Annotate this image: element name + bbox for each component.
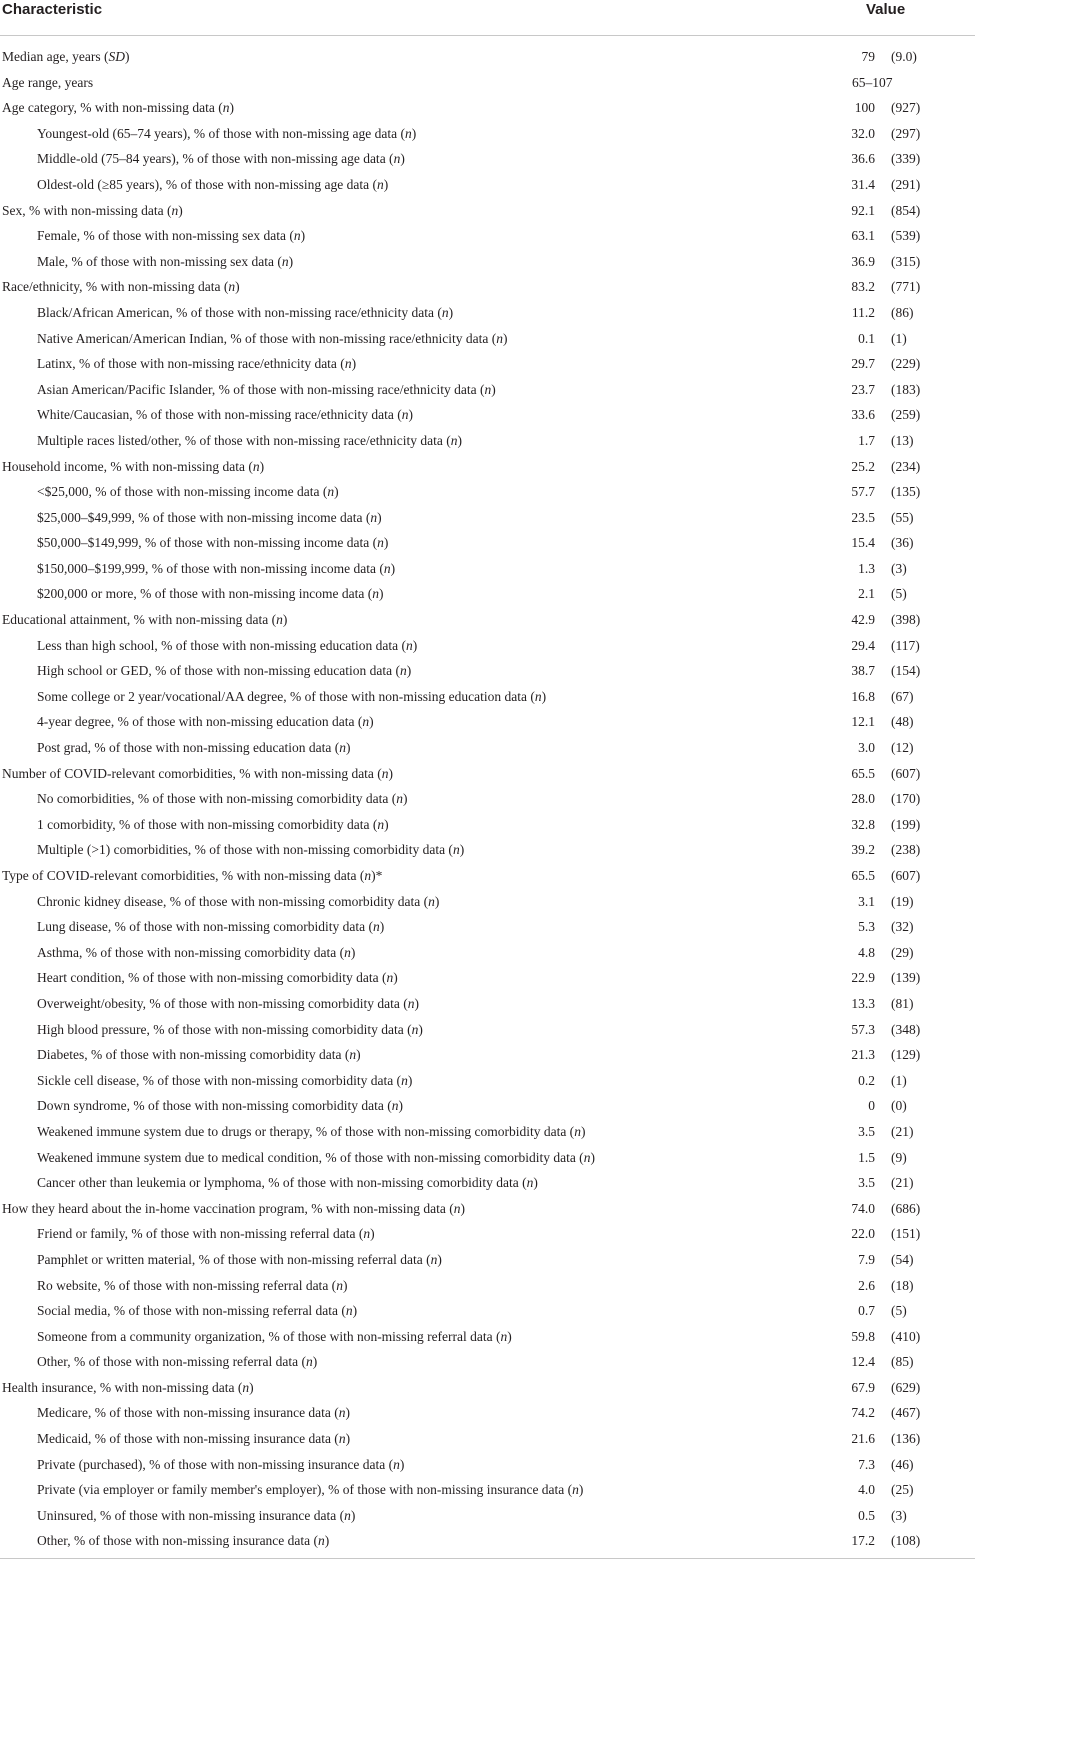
table-row	[0, 837, 975, 863]
row-count: (18)	[891, 1277, 914, 1293]
row-percent: 29.7	[851, 356, 875, 372]
row-label: Medicaid, % of those with non-missing insurance data (n)	[37, 1431, 351, 1447]
table-row	[0, 121, 975, 147]
column-header-characteristic: Characteristic	[2, 1, 103, 18]
row-count: (136)	[891, 1431, 921, 1447]
row-count: (19)	[891, 893, 914, 909]
row-count: (315)	[891, 253, 921, 269]
row-count: (81)	[891, 995, 914, 1011]
row-label: Social media, % of those with non-missing referral data (n)	[37, 1303, 358, 1319]
row-label: Uninsured, % of those with non-missing insurance data (n)	[37, 1507, 356, 1523]
row-count: (46)	[891, 1456, 914, 1472]
row-percent: 0.5	[858, 1507, 875, 1523]
row-percent: 74.0	[851, 1200, 875, 1216]
table-row	[0, 556, 975, 582]
row-percent: 33.6	[851, 407, 875, 423]
row-percent: 3.5	[858, 1123, 875, 1139]
table-row	[0, 505, 975, 531]
table-row	[0, 1273, 975, 1299]
row-label: Native American/American Indian, % of those with non-missing race/ethnicity data (n)	[37, 330, 508, 346]
row-count: (32)	[891, 919, 914, 935]
table-row	[0, 709, 975, 735]
table-row	[0, 530, 975, 556]
row-label: Type of COVID-relevant comorbidities, % with non-missing data (n)*	[2, 868, 383, 883]
row-percent: 38.7	[851, 663, 875, 679]
row-count: (398)	[891, 612, 921, 628]
row-label: Other, % of those with non-missing insurance data (n)	[37, 1533, 330, 1549]
table-row	[0, 1221, 975, 1247]
row-percent: 0.1	[858, 330, 875, 346]
row-label: Health insurance, % with non-missing data (n)	[2, 1379, 254, 1395]
table-row	[0, 1375, 975, 1401]
row-count: (129)	[891, 1047, 921, 1063]
table-row	[0, 479, 975, 505]
row-percent: 79	[861, 49, 875, 64]
row-count: (67)	[891, 688, 914, 704]
row-label: <$25,000, % of those with non-missing income data (n)	[37, 484, 339, 500]
row-label: Someone from a community organization, % of those with non-missing referral data (n)	[37, 1328, 512, 1344]
table-row	[0, 658, 975, 684]
row-count: (854)	[891, 202, 921, 218]
table-row	[0, 863, 975, 889]
row-percent: 12.4	[851, 1354, 875, 1370]
row-label: No comorbidities, % of those with non-missing comorbidity data (n)	[37, 791, 408, 807]
row-label: Median age, years (SD)	[2, 49, 130, 64]
row-count: (410)	[891, 1328, 921, 1344]
row-count: (5)	[891, 586, 907, 602]
row-count: (1)	[891, 330, 907, 346]
row-percent: 36.6	[851, 151, 875, 167]
row-range: 65–107	[852, 74, 893, 90]
row-percent: 12.1	[851, 714, 875, 730]
table-row	[0, 1503, 975, 1529]
row-count: (229)	[891, 356, 921, 372]
row-label: High school or GED, % of those with non-missing education data (n)	[37, 663, 412, 679]
row-count: (9.0)	[891, 49, 917, 64]
row-count: (9)	[891, 1149, 907, 1165]
row-label: Friend or family, % of those with non-missing referral data (n)	[37, 1226, 375, 1242]
row-count: (291)	[891, 176, 921, 192]
row-percent: 4.8	[858, 944, 875, 960]
row-percent: 5.3	[858, 919, 875, 935]
table-row	[0, 761, 975, 787]
row-label: Asian American/Pacific Islander, % of those with non-missing race/ethnicity data (n)	[37, 381, 496, 397]
row-percent: 25.2	[851, 458, 875, 474]
row-percent: 57.7	[851, 484, 875, 500]
row-label: Medicare, % of those with non-missing insurance data (n)	[37, 1405, 351, 1421]
row-percent: 7.9	[858, 1251, 875, 1267]
row-count: (54)	[891, 1251, 914, 1267]
table-row	[0, 1068, 975, 1094]
table-row	[0, 1119, 975, 1145]
table-row	[0, 735, 975, 761]
row-label: Youngest-old (65–74 years), % of those with non-missing age data (n)	[37, 125, 417, 141]
table-row	[0, 1145, 975, 1171]
table-row	[0, 1528, 975, 1554]
row-count: (259)	[891, 407, 921, 423]
table-row	[0, 581, 975, 607]
row-count: (607)	[891, 765, 921, 781]
table-row	[0, 1247, 975, 1273]
row-percent: 17.2	[851, 1533, 875, 1549]
row-count: (25)	[891, 1482, 914, 1498]
table-row	[0, 326, 975, 352]
row-label: 1 comorbidity, % of those with non-missing comorbidity data (n)	[37, 816, 389, 832]
row-label: Number of COVID-relevant comorbidities, % with non-missing data (n)	[2, 765, 394, 781]
row-label: Some college or 2 year/vocational/AA degree, % of those with non-missing education data (n)	[37, 688, 547, 704]
row-count: (348)	[891, 1021, 921, 1037]
table-row	[0, 377, 975, 403]
table-row	[0, 44, 975, 70]
row-label: $25,000–$49,999, % of those with non-missing income data (n)	[37, 509, 382, 525]
table-row	[0, 1426, 975, 1452]
row-percent: 3.0	[858, 740, 875, 756]
row-label: Chronic kidney disease, % of those with non-missing comorbidity data (n)	[37, 893, 440, 909]
row-percent: 65.5	[851, 765, 875, 781]
table-row	[0, 146, 975, 172]
row-percent: 65.5	[851, 868, 875, 883]
row-label: Educational attainment, % with non-missing data (n)	[2, 612, 288, 628]
row-count: (117)	[891, 637, 920, 653]
table-row	[0, 1477, 975, 1503]
row-count: (170)	[891, 791, 921, 807]
row-count: (48)	[891, 714, 914, 730]
row-count: (3)	[891, 560, 907, 576]
row-label: Pamphlet or written material, % of those with non-missing referral data (n)	[37, 1251, 442, 1267]
row-percent: 11.2	[851, 304, 875, 320]
row-percent: 32.8	[851, 816, 875, 832]
row-label: Multiple (>1) comorbidities, % of those with non-missing comorbidity data (n)	[37, 842, 465, 858]
row-label: Household income, % with non-missing data (n)	[2, 458, 265, 474]
row-label: How they heard about the in-home vaccination program, % with non-missing data (n)	[2, 1200, 466, 1216]
row-count: (1)	[891, 1072, 907, 1088]
row-count: (135)	[891, 484, 921, 500]
row-count: (5)	[891, 1303, 907, 1319]
row-percent: 4.0	[858, 1482, 875, 1498]
row-percent: 36.9	[851, 253, 875, 269]
row-percent: 74.2	[851, 1405, 875, 1421]
row-label: Female, % of those with non-missing sex data (n)	[37, 228, 306, 244]
row-count: (12)	[891, 740, 914, 756]
row-percent: 39.2	[851, 842, 875, 858]
row-label: Post grad, % of those with non-missing education data (n)	[37, 740, 351, 756]
row-percent: 22.0	[851, 1226, 875, 1242]
row-label: Sex, % with non-missing data (n)	[2, 202, 183, 218]
table-row	[0, 940, 975, 966]
table-row	[0, 1017, 975, 1043]
row-percent: 3.1	[858, 893, 875, 909]
table-row	[0, 402, 975, 428]
row-percent: 32.0	[851, 125, 875, 141]
table-row	[0, 1093, 975, 1119]
row-label: 4-year degree, % of those with non-missing education data (n)	[37, 714, 374, 730]
row-percent: 7.3	[858, 1456, 875, 1472]
row-count: (629)	[891, 1379, 921, 1395]
table-row	[0, 198, 975, 224]
row-label: Ro website, % of those with non-missing referral data (n)	[37, 1277, 348, 1293]
row-count: (238)	[891, 842, 921, 858]
row-percent: 59.8	[851, 1328, 875, 1344]
row-percent: 21.6	[851, 1431, 875, 1447]
row-percent: 63.1	[851, 228, 875, 244]
row-label: Age range, years	[2, 74, 94, 90]
table-row	[0, 1042, 975, 1068]
row-percent: 31.4	[851, 176, 875, 192]
row-count: (607)	[891, 868, 921, 883]
row-label: Age category, % with non-missing data (n)	[2, 100, 234, 116]
row-count: (29)	[891, 944, 914, 960]
row-label: Down syndrome, % of those with non-missing comorbidity data (n)	[37, 1098, 403, 1114]
row-label: Male, % of those with non-missing sex data (n)	[37, 253, 294, 269]
row-label: $50,000–$149,999, % of those with non-missing income data (n)	[37, 535, 389, 551]
table-row	[0, 95, 975, 121]
table-row	[0, 172, 975, 198]
row-percent: 0.7	[858, 1303, 875, 1319]
row-percent: 15.4	[851, 535, 875, 551]
row-count: (234)	[891, 458, 921, 474]
row-percent: 42.9	[851, 612, 875, 628]
table-bottom-rule	[0, 1558, 975, 1559]
table-header	[0, 0, 975, 36]
table-row	[0, 1324, 975, 1350]
row-count: (13)	[891, 432, 914, 448]
table-row	[0, 786, 975, 812]
row-percent: 28.0	[851, 791, 875, 807]
row-percent: 22.9	[851, 970, 875, 986]
row-percent: 100	[854, 100, 875, 116]
row-label: Other, % of those with non-missing referral data (n)	[37, 1354, 318, 1370]
row-count: (151)	[891, 1226, 921, 1242]
row-percent: 67.9	[851, 1379, 875, 1395]
row-percent: 2.1	[858, 586, 875, 602]
table-row	[0, 633, 975, 659]
table-row	[0, 454, 975, 480]
row-label: Middle-old (75–84 years), % of those with non-missing age data (n)	[37, 151, 405, 167]
row-percent: 3.5	[858, 1175, 875, 1191]
row-count: (3)	[891, 1507, 907, 1523]
table-row	[0, 1196, 975, 1222]
row-count: (108)	[891, 1533, 921, 1549]
table-row	[0, 1452, 975, 1478]
table-row	[0, 889, 975, 915]
row-percent: 21.3	[851, 1047, 875, 1063]
table-row	[0, 274, 975, 300]
row-percent: 1.7	[858, 432, 875, 448]
row-label: Private (purchased), % of those with non-missing insurance data (n)	[37, 1456, 405, 1472]
row-percent: 0.2	[858, 1072, 875, 1088]
row-count: (36)	[891, 535, 914, 551]
row-label: Multiple races listed/other, % of those with non-missing race/ethnicity data (n)	[37, 432, 462, 448]
row-label: White/Caucasian, % of those with non-missing race/ethnicity data (n)	[37, 407, 414, 423]
row-percent: 1.3	[858, 560, 875, 576]
row-percent: 92.1	[851, 202, 875, 218]
row-count: (55)	[891, 509, 914, 525]
row-percent: 1.5	[858, 1149, 875, 1165]
row-label: Diabetes, % of those with non-missing comorbidity data (n)	[37, 1047, 361, 1063]
table-row	[0, 428, 975, 454]
row-label: Weakened immune system due to medical condition, % of those with non-missing comorbidity data (n)	[37, 1149, 595, 1165]
row-label: $150,000–$199,999, % of those with non-missing income data (n)	[37, 560, 396, 576]
row-label: Lung disease, % of those with non-missing comorbidity data (n)	[37, 919, 385, 935]
row-label: $200,000 or more, % of those with non-missing income data (n)	[37, 586, 384, 602]
row-label: Sickle cell disease, % of those with non-missing comorbidity data (n)	[37, 1072, 413, 1088]
row-label: Latinx, % of those with non-missing race/ethnicity data (n)	[37, 356, 357, 372]
table-row	[0, 991, 975, 1017]
row-count: (21)	[891, 1175, 914, 1191]
row-count: (467)	[891, 1405, 921, 1421]
table-body	[0, 36, 975, 1554]
row-label: Overweight/obesity, % of those with non-missing comorbidity data (n)	[37, 995, 419, 1011]
table-row	[0, 70, 975, 96]
row-percent: 83.2	[851, 279, 875, 295]
row-count: (183)	[891, 381, 921, 397]
table-row	[0, 1349, 975, 1375]
row-count: (85)	[891, 1354, 914, 1370]
row-percent: 23.7	[851, 381, 875, 397]
row-count: (339)	[891, 151, 921, 167]
table-row	[0, 351, 975, 377]
row-percent: 29.4	[851, 637, 875, 653]
table-row	[0, 300, 975, 326]
table-row	[0, 914, 975, 940]
row-count: (154)	[891, 663, 921, 679]
table-row	[0, 812, 975, 838]
row-label: Race/ethnicity, % with non-missing data (n)	[2, 279, 240, 295]
row-count: (139)	[891, 970, 921, 986]
table-row	[0, 249, 975, 275]
row-count: (0)	[891, 1098, 907, 1114]
table-row	[0, 607, 975, 633]
row-percent: 23.5	[851, 509, 875, 525]
row-percent: 16.8	[851, 688, 875, 704]
table-row	[0, 684, 975, 710]
row-count: (199)	[891, 816, 921, 832]
row-count: (86)	[891, 304, 914, 320]
table-row	[0, 1170, 975, 1196]
row-percent: 2.6	[858, 1277, 875, 1293]
row-label: Weakened immune system due to drugs or therapy, % of those with non-missing comorbidity data (n)	[37, 1123, 586, 1139]
table-row	[0, 965, 975, 991]
row-count: (297)	[891, 125, 921, 141]
row-label: Black/African American, % of those with non-missing race/ethnicity data (n)	[37, 304, 454, 320]
row-count: (771)	[891, 279, 921, 295]
row-count: (927)	[891, 100, 921, 116]
row-label: Oldest-old (≥85 years), % of those with non-missing age data (n)	[37, 176, 389, 192]
row-label: Heart condition, % of those with non-missing comorbidity data (n)	[37, 970, 398, 986]
row-percent: 0	[868, 1098, 875, 1114]
table-row	[0, 223, 975, 249]
row-count: (21)	[891, 1123, 914, 1139]
row-label: Cancer other than leukemia or lymphoma, % of those with non-missing comorbidity data (n)	[37, 1175, 538, 1191]
row-label: Private (via employer or family member's employer), % of those with non-missing insurance data (n)	[37, 1482, 584, 1498]
row-percent: 13.3	[851, 995, 875, 1011]
row-label: High blood pressure, % of those with non-missing comorbidity data (n)	[37, 1021, 423, 1037]
row-label: Asthma, % of those with non-missing comorbidity data (n)	[37, 944, 356, 960]
row-count: (686)	[891, 1200, 921, 1216]
row-count: (539)	[891, 228, 921, 244]
column-header-value: Value	[866, 1, 906, 18]
table-row	[0, 1400, 975, 1426]
row-label: Less than high school, % of those with non-missing education data (n)	[37, 637, 418, 653]
row-percent: 57.3	[851, 1021, 875, 1037]
table-row	[0, 1298, 975, 1324]
